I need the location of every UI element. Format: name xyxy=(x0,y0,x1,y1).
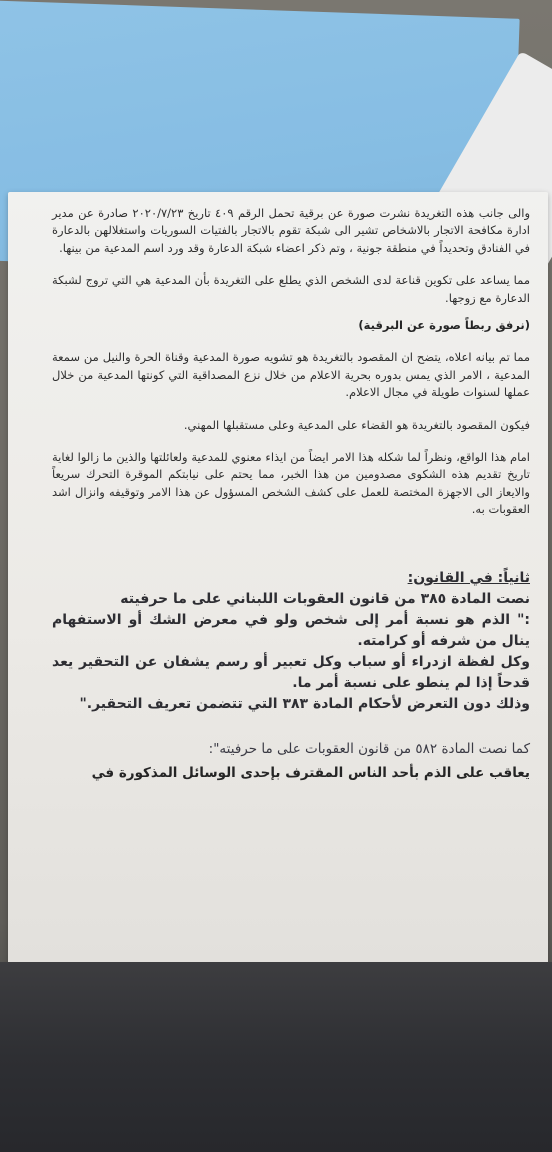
paragraph-request: امام هذا الواقع، ونظراً لما شكله هذا الامر ايضاً من ايذاء معنوي للمدعية ولعائلتها والذين ما زالوا لغاية تاريخ تقديم هذه الشكوى مصدومين من هذا الخبر، مما يحتم على نيابتكم الموقرة التحرك سريعاً والايعاز الى الاجهزة المختصة للعمل على كشف الشخص المسؤول عن هذا الامر وتوقيفه وانزال اشد العقوبات به. xyxy=(52,450,530,517)
fabric-foreground xyxy=(0,962,552,1152)
paragraph-attachment-note: (نرفق ربطاً صورة عن البرقية) xyxy=(358,318,530,333)
law-quote-3: وذلك دون التعرض لأحكام المادة ٣٨٣ التي تتضمن تعريف التحقير." xyxy=(79,695,530,712)
paragraph-career: فيكون المقصود بالتغريدة هو القضاء على المدعية وعلى مستقبلها المهني. xyxy=(183,417,530,432)
law-section xyxy=(52,568,530,715)
paragraph-telegram: والى جانب هذه التغريدة نشرت صورة عن برقية تحمل الرقم ٤٠٩ تاريخ ٢٠٢٠/٧/٢٣ صادرة عن مدير ادارة مكافحة الاتجار بالاشخاص تشير الى شبكة تقوم بالاتجار بالفتيات السوريات واستغلالهن بالدعارة في الفنادق وتحديداً في منطقة جونية ، وتم ذكر اعضاء شبكة الدعارة وقد ورد اسم المدعية من بينها. xyxy=(52,206,530,255)
law-intro: نصت المادة ٣٨٥ من قانون العقوبات اللبناني على ما حرفيته xyxy=(120,590,530,607)
section-heading: ثانياً: في القانون: xyxy=(407,569,530,586)
paragraph-intent: مما تم بيانه اعلاه، يتضح ان المقصود بالتغريدة هو تشويه صورة المدعية وقناة الحرة والنيل من سمعة المدعية ، الامر الذي يمس بدوره بحرية الاعلام من خلال نزع المصداقية التي كونتها المدعية من خلال عملها لسنوات طويلة في مجال الاعلام. xyxy=(52,350,530,400)
document-body xyxy=(52,205,530,785)
law-section-2 xyxy=(52,737,530,785)
paragraph-conviction: مما يساعد على تكوين قناعة لدى الشخص الذي يطلع على التغريدة بأن المدعية هي التي تروج لشبكة الدعارة مع زوجها. xyxy=(52,273,530,305)
law-intro-2: كما نصت المادة ٥٨٢ من قانون العقوبات على ما حرفيته": xyxy=(208,740,530,757)
law-quote-4: يعاقب على الذم بأحد الناس المقترف بإحدى الوسائل المذكورة في xyxy=(91,764,530,781)
law-quote-1: :" الذم هو نسبة أمر إلى شخص ولو في معرض الشك أو الاستفهام ينال من شرفه أو كرامته. xyxy=(52,611,530,649)
law-quote-2: وكل لفظة ازدراء أو سباب وكل تعبير أو رسم يشفان عن التحقير يعد قدحاً إذا لم ينطو على نسبة أمر ما. xyxy=(52,653,530,691)
